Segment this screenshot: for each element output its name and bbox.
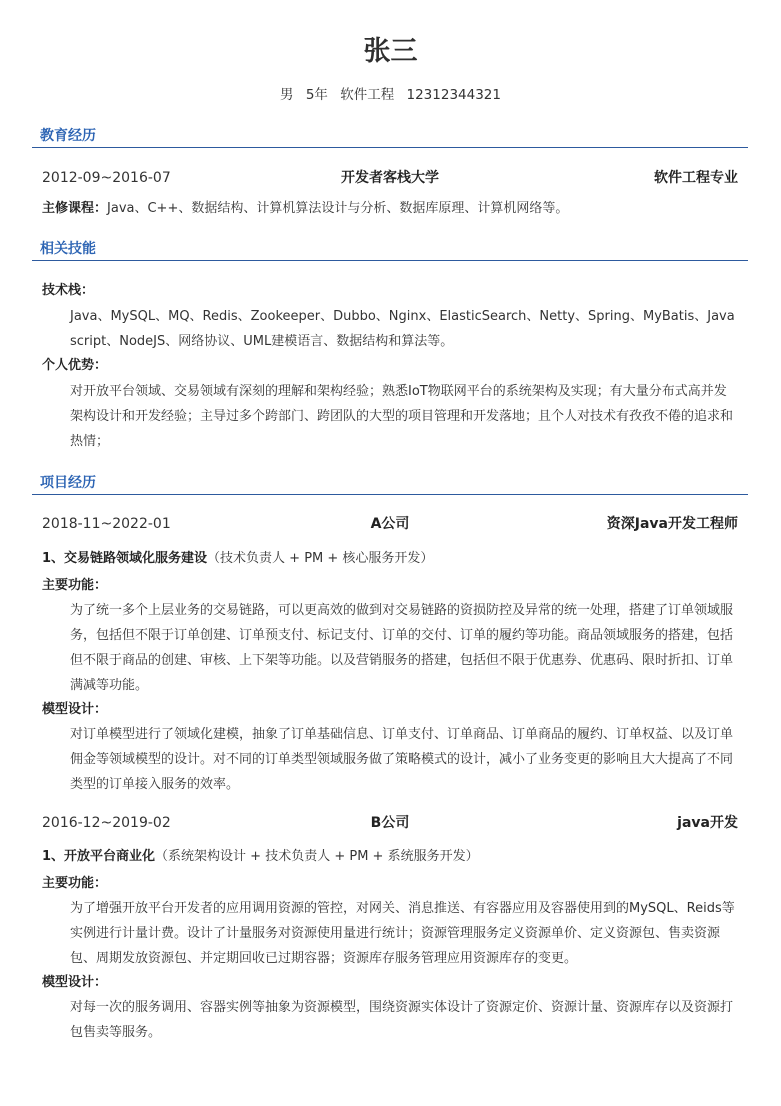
job-role: 资深Java开发工程师 xyxy=(606,516,738,532)
courses-text: Java、C++、数据结构、计算机算法设计与分析、数据库原理、计算机网络等。 xyxy=(107,201,569,216)
function-label: 主要功能： xyxy=(42,876,108,891)
project-role: （系统架构设计 + 技术负责人 + PM + 系统服务开发） xyxy=(155,849,479,864)
section-divider xyxy=(32,147,748,148)
education-row xyxy=(42,167,738,189)
function-text: 为了统一多个上层业务的交易链路，可以更高效的做到对交易链路的资损防控及异常的统一处理，搭建了订单领域服务，包括但不限于订单创建、订单预支付、标记支付、订单的交付、订单的履约等功能。商品领域服务的搭建，包括但不限于商品的创建、审核、上下架等功能。以及营销服务的搭建，包括但不限于优惠券、优惠码、限时折扣、订单满减等功能。 xyxy=(70,603,734,693)
section-title-projects: 项目经历 xyxy=(40,475,96,491)
model-label: 模型设计： xyxy=(42,975,108,990)
model-label: 模型设计： xyxy=(42,702,108,717)
job-company: A公司 xyxy=(370,516,410,532)
project-title-line xyxy=(42,549,742,569)
model-text: 对订单模型进行了领域化建模，抽象了订单基础信息、订单支付、订单商品、订单商品的履约、订单权益、以及订单佣金等领域模型的设计。对不同的订单类型领域服务做了策略模式的设计，减小了业务变更的影响且大大提高了不同类型的订单接入服务的效率。 xyxy=(70,727,734,792)
years-experience: 5年 xyxy=(305,87,328,103)
project-name: 1、交易链路领域化服务建设 xyxy=(42,551,208,566)
courses-line xyxy=(42,199,742,219)
job-row xyxy=(42,513,738,535)
education-degree: 软件工程专业 xyxy=(654,170,738,186)
candidate-name: 张三 xyxy=(363,36,418,67)
section-divider xyxy=(32,260,748,261)
section-title-education: 教育经历 xyxy=(40,128,96,144)
stack-label: 技术栈： xyxy=(42,283,95,298)
job-period: 2018-11~2022-01 xyxy=(42,516,171,532)
section-title-skills: 相关技能 xyxy=(40,241,96,257)
gender: 男 xyxy=(280,87,294,103)
education-school: 开发者客栈大学 xyxy=(341,170,439,186)
basic-info xyxy=(0,85,781,105)
job-row xyxy=(42,812,738,834)
section-divider xyxy=(32,494,748,495)
courses-label: 主修课程： xyxy=(42,201,108,216)
project-role: （技术负责人 + PM + 核心服务开发） xyxy=(207,551,434,566)
stack-text: Java、MySQL、MQ、Redis、Zookeeper、Dubbo、Nginx、ElasticSearch、Netty、Spring、MyBatis、Javascript、NodeJS、网络协议、UML建模语言、数据结构和算法等。 xyxy=(70,309,735,349)
advantage-text: 对开放平台领域、交易领域有深刻的理解和架构经验；熟悉IoT物联网平台的系统架构及实现；有大量分布式高并发架构设计和开发经验；主导过多个跨部门、跨团队的大型的项目管理和开发落地；且个人对技术有孜孜不倦的追求和热情； xyxy=(70,384,734,449)
job-period: 2016-12~2019-02 xyxy=(42,815,171,831)
model-text: 对每一次的服务调用、容器实例等抽象为资源模型，围绕资源实体设计了资源定价、资源计量、资源库存以及资源打包售卖等服务。 xyxy=(70,1000,734,1040)
advantage-label: 个人优势： xyxy=(42,358,108,373)
education-period: 2012-09~2016-07 xyxy=(42,170,171,186)
phone: 12312344321 xyxy=(406,87,501,103)
major: 软件工程 xyxy=(340,87,395,103)
job-company: B公司 xyxy=(370,815,410,831)
project-name: 1、开放平台商业化 xyxy=(42,849,156,864)
project-title-line xyxy=(42,847,742,867)
function-text: 为了增强开放平台开发者的应用调用资源的管控，对网关、消息推送、有容器应用及容器使用到的MySQL、Reids等实例进行计量计费。设计了计量服务对资源使用量进行统计；资源管理服务定义资源单价、定义资源包、售卖资源包、周期发放资源包、并定期回收已过期容器；资源库存服务管理应用资源库存的变更。 xyxy=(70,901,735,966)
function-label: 主要功能： xyxy=(42,578,108,593)
job-role: java开发 xyxy=(677,815,738,831)
